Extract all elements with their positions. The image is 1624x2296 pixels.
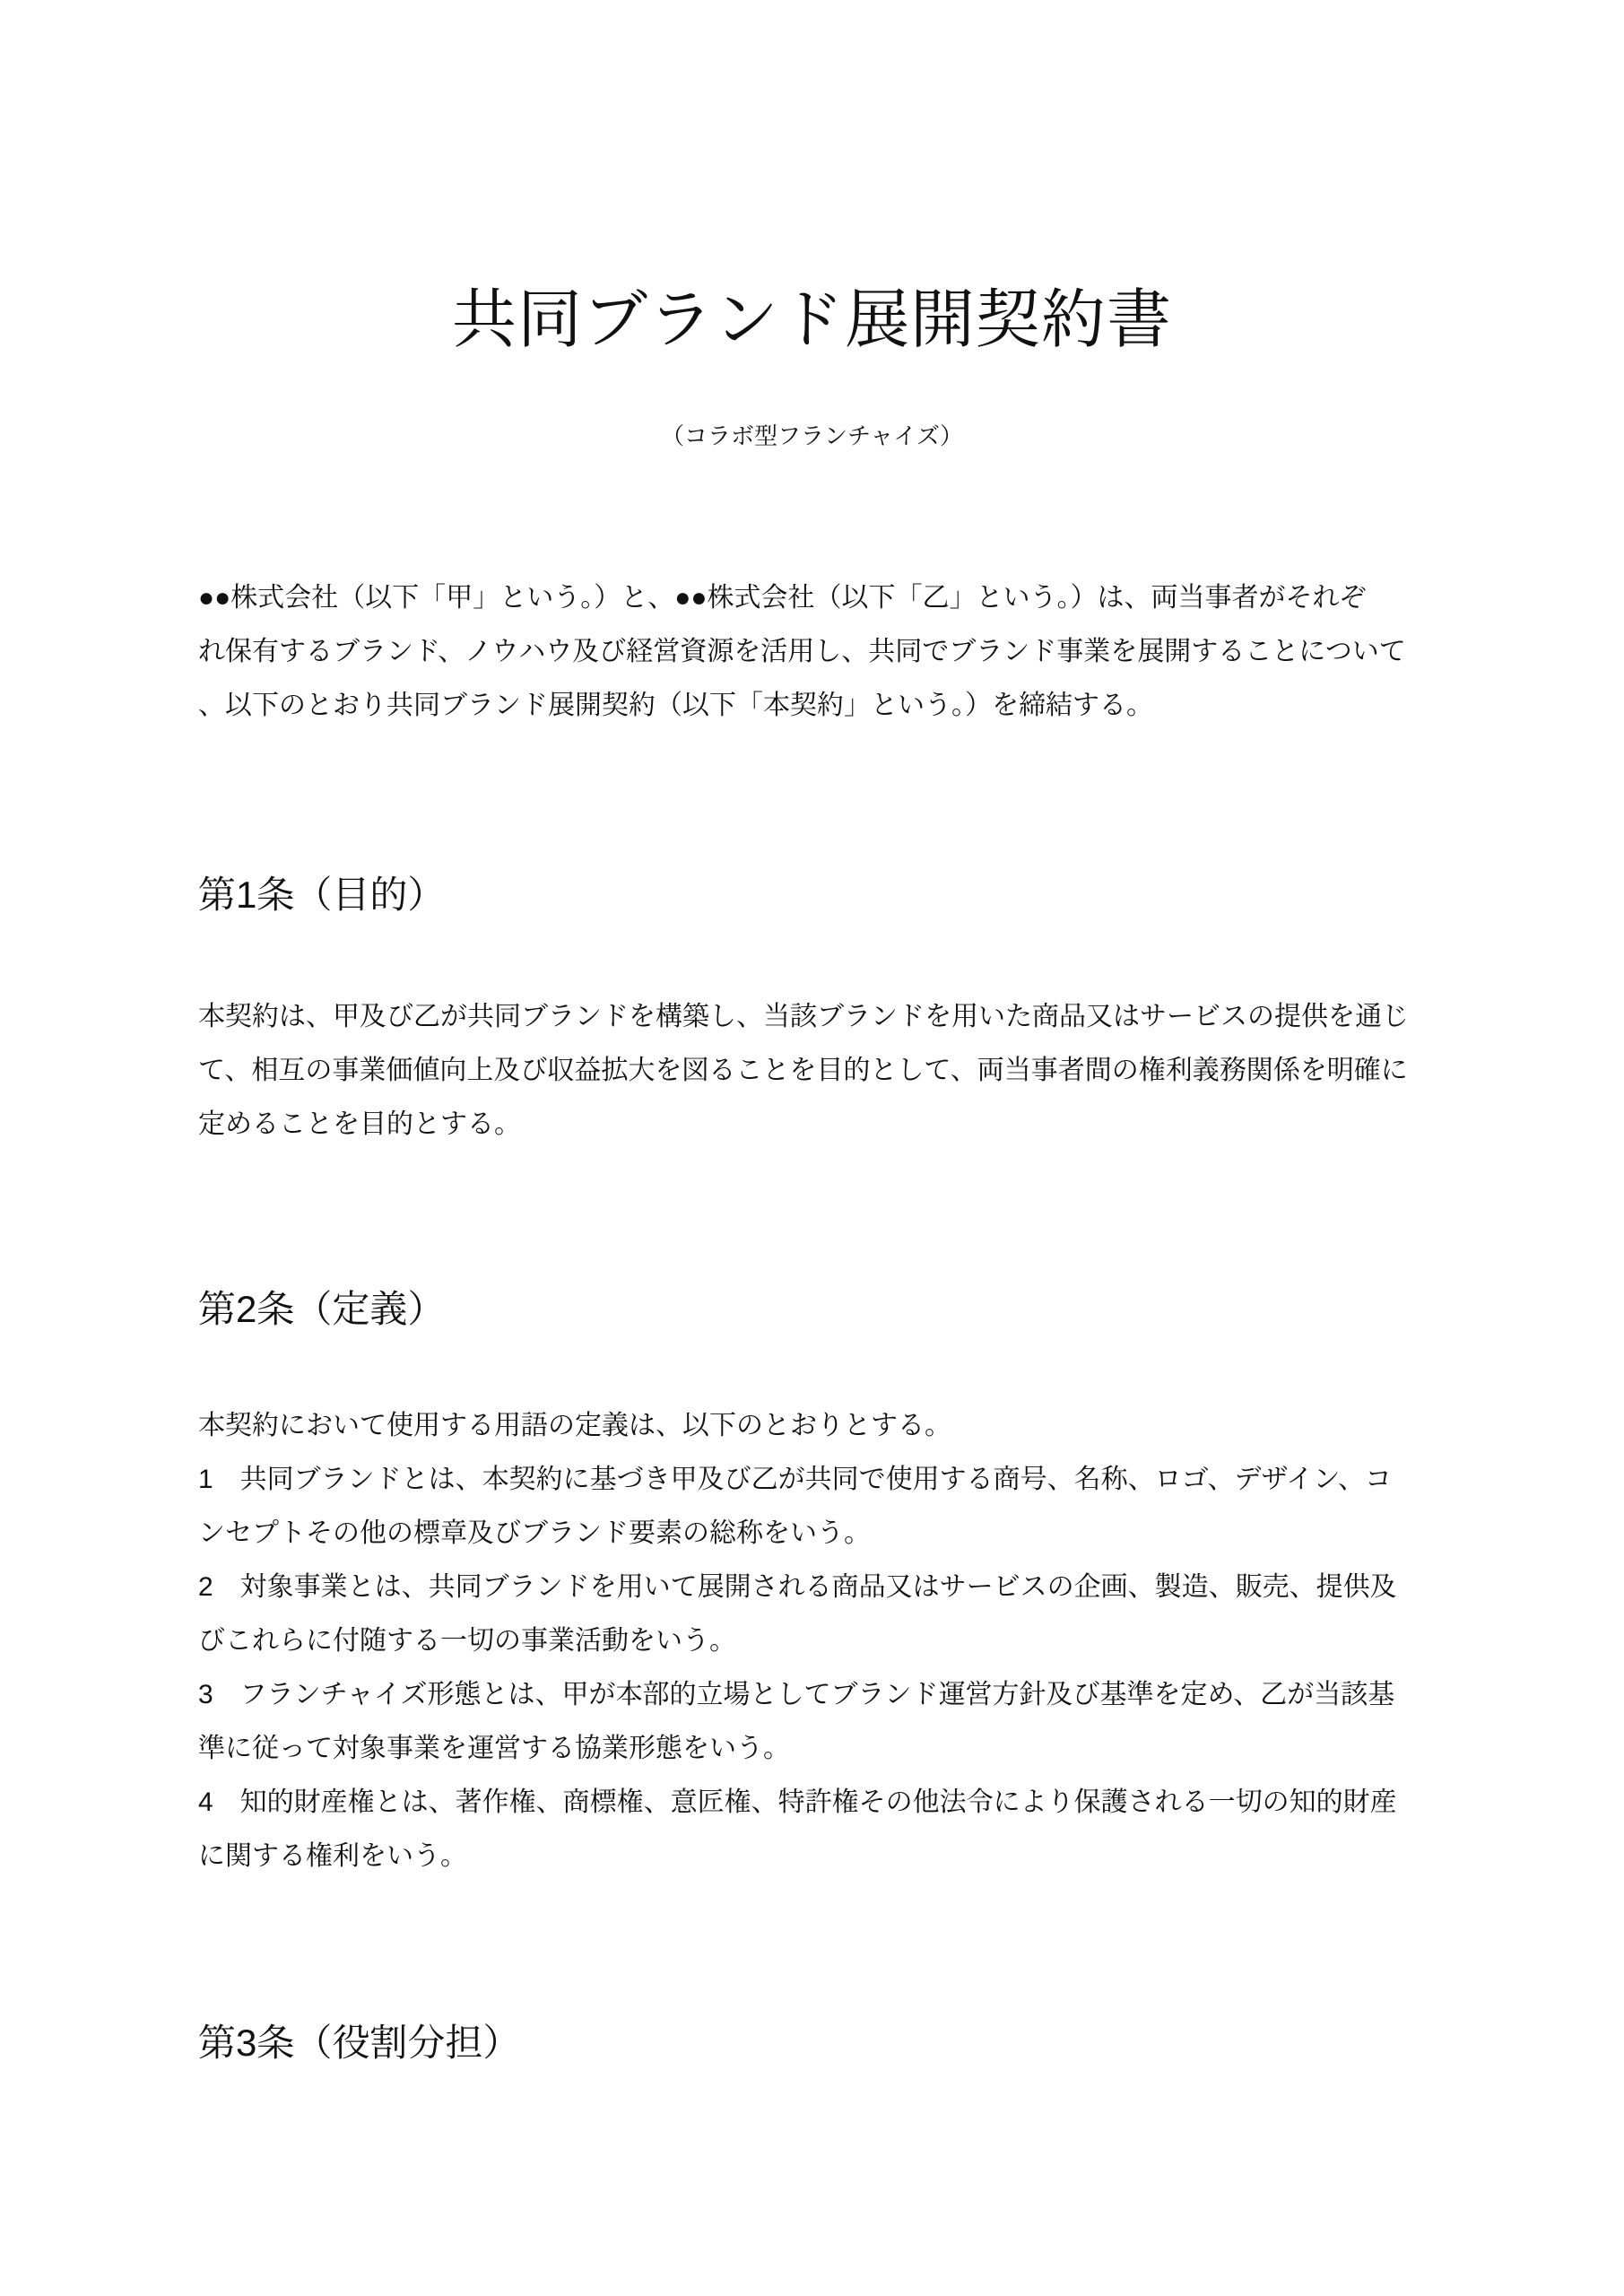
preamble-line: 、以下のとおり共同ブランド展開契約（以下「本契約」という。）を締結する。 bbox=[198, 691, 1153, 721]
article-2-item-1-line: ンセプトその他の標章及びブランド要素の総称をいう。 bbox=[198, 1518, 871, 1549]
article-2-item-1-line: 1 共同ブランドとは、本契約に基づき甲及び乙が共同で使用する商号、名称、ロゴ、デザイン、コ bbox=[198, 1465, 1392, 1495]
preamble-paragraph bbox=[198, 571, 1426, 733]
article-2-item-3-line: 3 フランチャイズ形態とは、甲が本部的立場としてブランド運営方針及び基準を定め、乙が当該基 bbox=[198, 1680, 1395, 1710]
article-2-heading: 第2条（定義） bbox=[198, 1288, 446, 1331]
article-2-item-4-line: に関する権利をいう。 bbox=[198, 1841, 467, 1872]
preamble-line: ●●株式会社（以下「甲」という。）と、●●株式会社（以下「乙」という。）は、両当事者がそれぞ bbox=[198, 583, 1367, 613]
article-2-item-2-line: 2 対象事業とは、共同ブランドを用いて展開される商品又はサービスの企画、製造、販売、提供及 bbox=[198, 1572, 1397, 1603]
preamble-line: れ保有するブランド、ノウハウ及び経営資源を活用し、共同でブランド事業を展開することについて bbox=[198, 637, 1406, 667]
article-2-item-4-line: 4 知的財産権とは、著作権、商標権、意匠権、特許権その他法令により保護される一切の知的財産 bbox=[198, 1787, 1397, 1818]
article-2-intro-line: 本契約において使用する用語の定義は、以下のとおりとする。 bbox=[198, 1411, 951, 1441]
document-title: 共同ブランド展開契約書 bbox=[451, 284, 1172, 356]
article-1-heading: 第1条（目的） bbox=[198, 874, 446, 917]
article-1-body bbox=[198, 990, 1426, 1152]
article-2-body bbox=[198, 1399, 1426, 1883]
article-1-body-line: 本契約は、甲及び乙が共同ブランドを構築し、当該ブランドを用いた商品又はサービスの提供を通じ bbox=[198, 1002, 1409, 1032]
article-3-heading: 第3条（役割分担） bbox=[198, 2022, 521, 2065]
article-1-body-line: 定めることを目的とする。 bbox=[198, 1109, 521, 1140]
article-2-item-2-line: びこれらに付随する一切の事業活動をいう。 bbox=[198, 1626, 736, 1657]
article-1-body-line: て、相互の事業価値向上及び収益拡大を図ることを目的として、両当事者間の権利義務関係を明確に bbox=[198, 1056, 1408, 1086]
document-subtitle: （コラボ型フランチャイズ） bbox=[661, 422, 963, 450]
article-2-item-3-line: 準に従って対象事業を運営する協業形態をいう。 bbox=[198, 1734, 790, 1764]
